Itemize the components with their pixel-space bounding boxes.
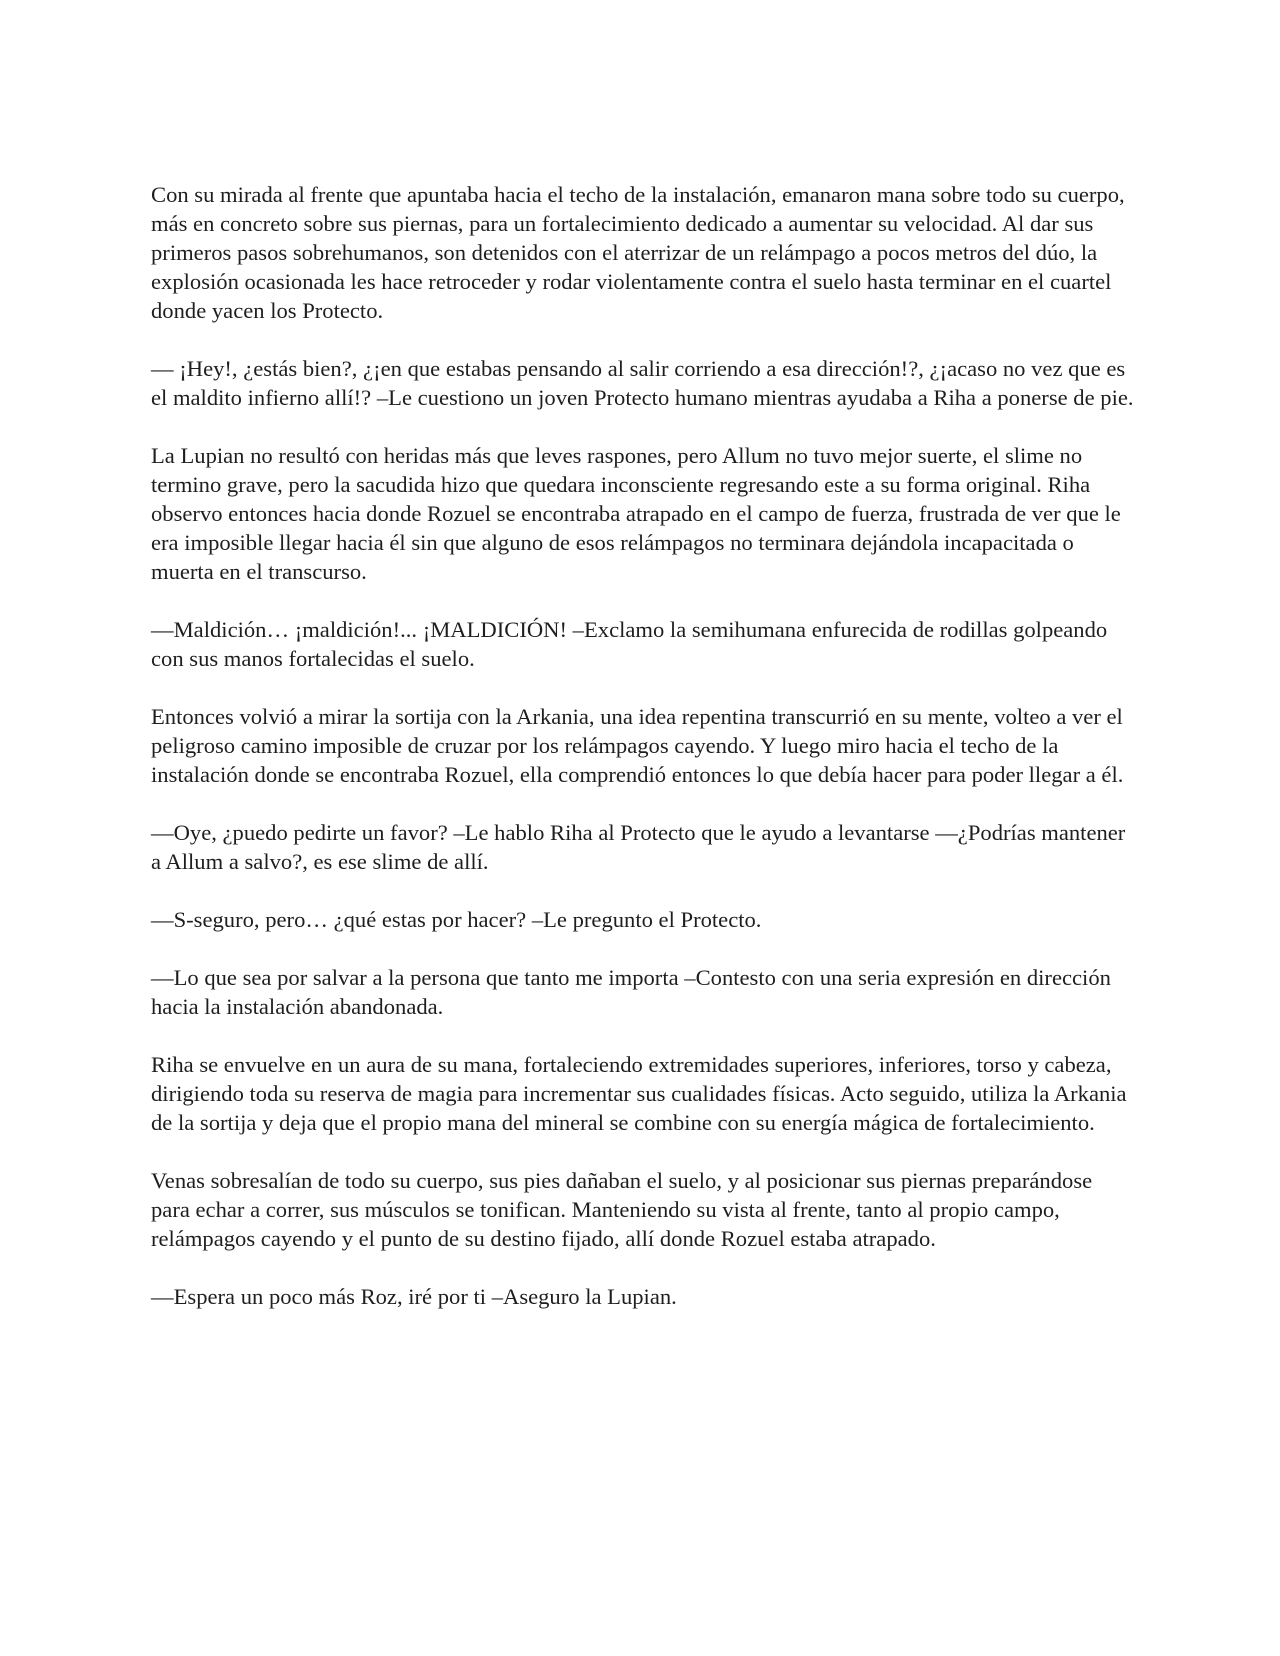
paragraph: —Oye, ¿puedo pedirte un favor? –Le hablo Riha al Protecto que le ayudo a levantarse —¿Podrías mantener a Allum a salvo?, es ese slime de allí. — [151, 820, 1126, 874]
paragraph: —S-seguro, pero… ¿qué estas por hacer? –Le pregunto el Protecto. — [151, 907, 762, 932]
paragraph: —Espera un poco más Roz, iré por ti –Aseguro la Lupian. — [151, 1284, 677, 1309]
paragraph: Entonces volvió a mirar la sortija con la Arkania, una idea repentina transcurrió en su mente, volteo a ver el peligroso camino imposible de cruzar por los relámpagos cayendo. Y luego miro hacia el techo de la instalación donde se encontraba Rozuel, ella comprendió entonces lo que debía hacer para poder llegar a él. — [151, 704, 1124, 787]
paragraph: La Lupian no resultó con heridas más que leves raspones, pero Allum no tuvo mejor suerte, el slime no termino grave, pero la sacudida hizo que quedara inconsciente regresando este a su forma original. Riha observo entonces hacia donde Rozuel se encontraba atrapado en el campo de fuerza, frustrada de ver que le era imposible llegar hacia él sin que alguno de esos relámpagos no terminara dejándola incapacitada o muerta en el transcurso. — [151, 443, 1121, 584]
paragraph: — ¡Hey!, ¿estás bien?, ¿¡en que estabas pensando al salir corriendo a esa dirección!?, ¿¡acaso no vez que es el maldito infierno allí!? –Le cuestiono un joven Protecto humano mientras ayudaba a Riha a ponerse de pie. — [151, 356, 1134, 410]
paragraph: Con su mirada al frente que apuntaba hacia el techo de la instalación, emanaron mana sobre todo su cuerpo, más en concreto sobre sus piernas, para un fortalecimiento dedicado a aumentar su velocidad. Al dar sus primeros pasos sobrehumanos, son detenidos con el aterrizar de un relámpago a pocos metros del dúo, la explosión ocasionada les hace retroceder y rodar violentamente contra el suelo hasta terminar en el cuartel donde yacen los Protecto. — [151, 182, 1125, 323]
paragraph: Venas sobresalían de todo su cuerpo, sus pies dañaban el suelo, y al posicionar sus piernas preparándose para echar a correr, sus músculos se tonifican. Manteniendo su vista al frente, tanto al propio campo, relámpagos cayendo y el punto de su destino fijado, allí donde Rozuel estaba atrapado. — [151, 1168, 1093, 1251]
document-body — [151, 180, 1136, 1340]
paragraph: Riha se envuelve en un aura de su mana, fortaleciendo extremidades superiores, inferiores, torso y cabeza, dirigiendo toda su reserva de magia para incrementar sus cualidades físicas. Acto seguido, utiliza la Arkania de la sortija y deja que el propio mana del mineral se combine con su energía mágica de fortalecimiento. — [151, 1052, 1127, 1135]
paragraph: —Maldición… ¡maldición!... ¡MALDICIÓN! –Exclamo la semihumana enfurecida de rodillas golpeando con sus manos fortalecidas el suelo. — [151, 617, 1108, 671]
paragraph: —Lo que sea por salvar a la persona que tanto me importa –Contesto con una seria expresión en dirección hacia la instalación abandonada. — [151, 965, 1111, 1019]
